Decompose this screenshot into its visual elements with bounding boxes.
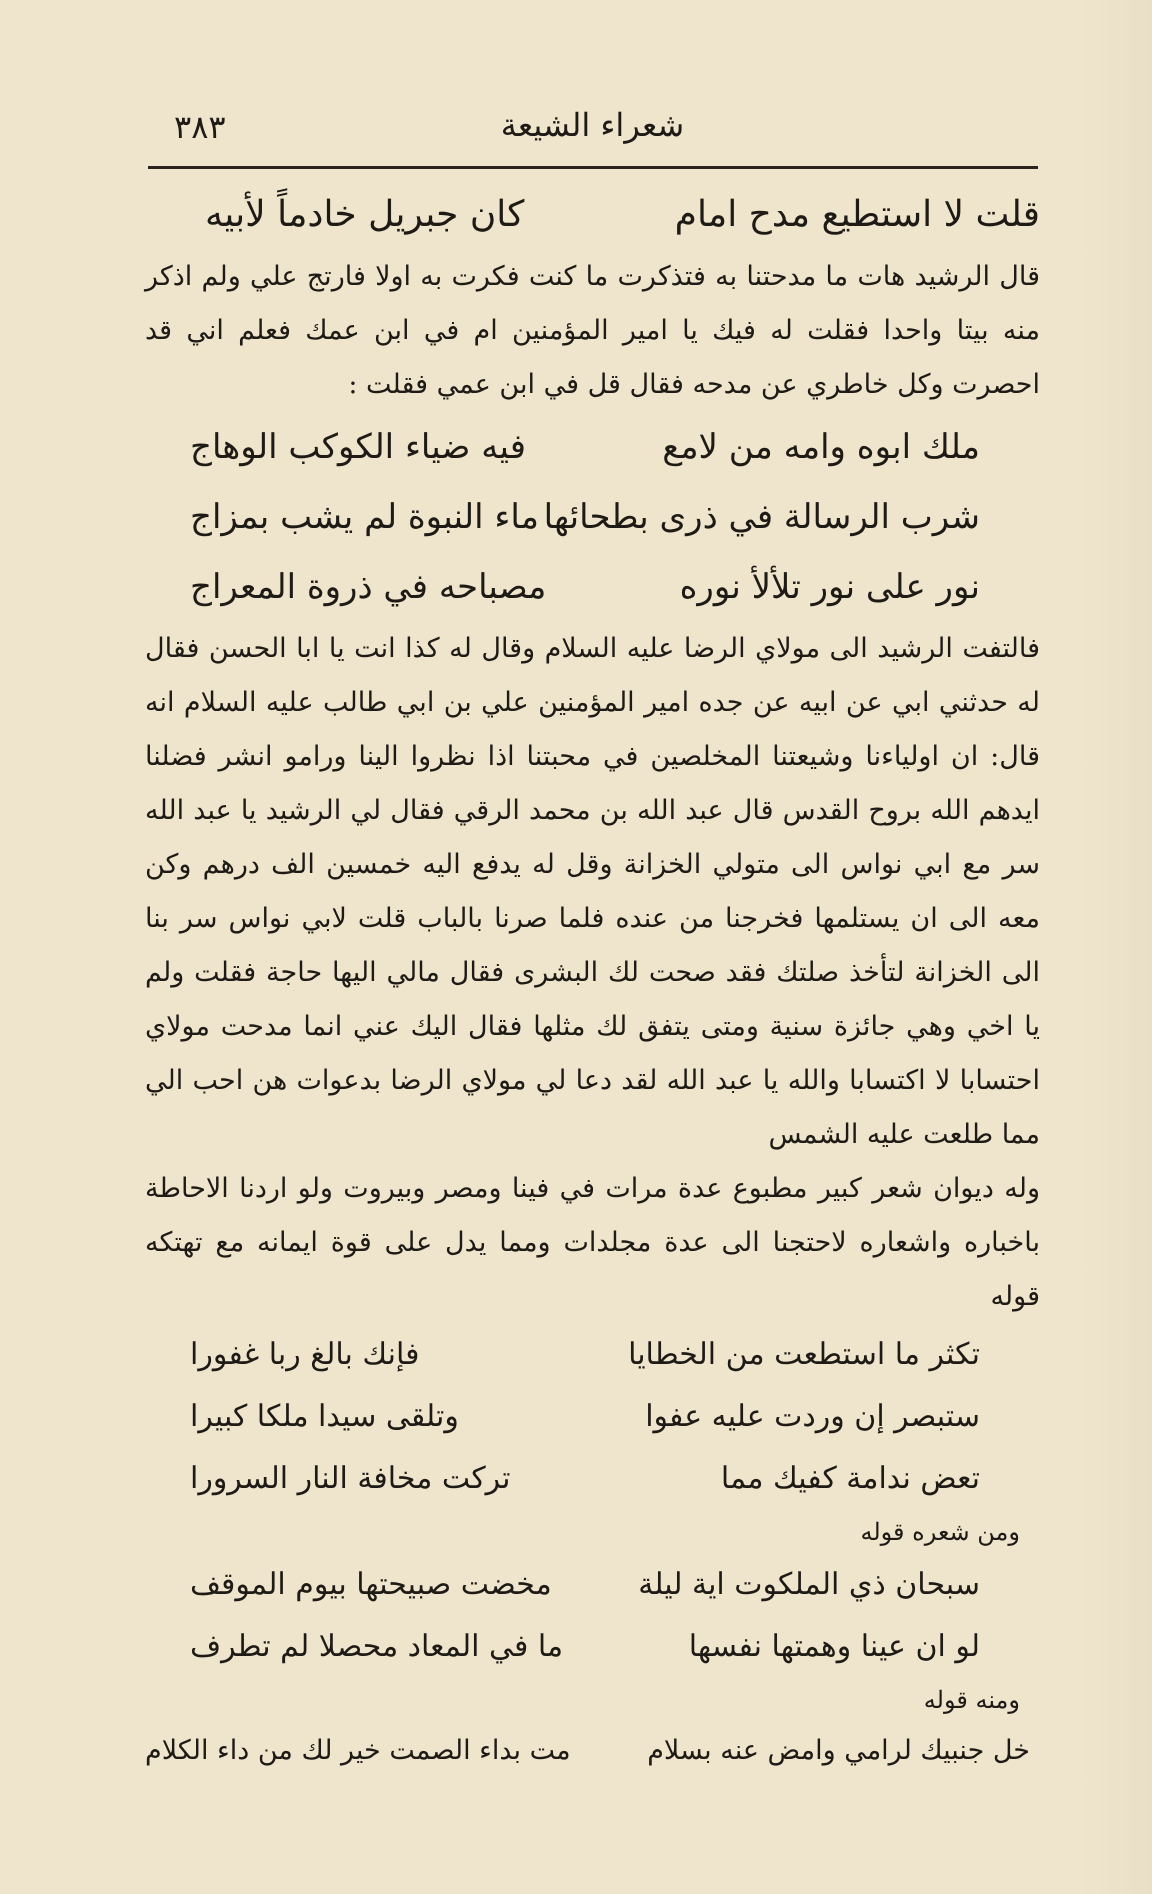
running-title: شعراء الشيعة — [500, 106, 685, 144]
hemistich-left: ما في المعاد محصلا لم تطرف — [190, 1629, 564, 1664]
poem-3 — [145, 1554, 1040, 1678]
hemistich-right: شرب الرسالة في ذرى بطحائها — [543, 497, 980, 537]
hemistich-left: وتلقى سيدا ملكا كبيرا — [190, 1399, 459, 1434]
hemistich-left: كان جبريل خادماً لأبيه — [205, 194, 525, 235]
hemistich-left: فيه ضياء الكوكب الوهاج — [190, 427, 526, 467]
header-rule — [148, 166, 1038, 169]
page-number: ٣٨٣ — [174, 108, 226, 146]
hemistich-right: لو ان عينا وهمتها نفسها — [688, 1629, 980, 1664]
verse-line — [145, 1554, 1040, 1616]
hemistich-left: فإنك بالغ ربا غفورا — [190, 1337, 420, 1372]
hemistich-right: سبحان ذي الملكوت اية ليلة — [638, 1567, 980, 1602]
paragraph-2: فالتفت الرشيد الى مولاي الرضا عليه السلام وقال له كذا انت يا ابا الحسن فقال له حدثني ابي عن ابيه عن جده امير المؤمنين علي بن ابي طالب عليه السلام انه قال: ان اولياءنا وشيعتنا المخلصين في محبتنا اذا نظروا الينا ورامو انشر فضلنا ايدهم الله بروح القدس قال عبد الله بن محمد الرقي فقال لي الرشيد يا عبد الله سر مع ابي نواس الى متولي الخزانة وقل له يدفع اليه خمسين الف درهم وكن معه الى ان يستلمها فخرجنا من عنده فلما صرنا بالباب قلت لابي نواس سر بنا الى الخزانة لتأخذ صلتك فقد صحت لك البشرى فقال مالي اليها حاجة فقلت ولم يا اخي وهي جائزة سنية ومتى يتفق لك مثلها فقال اليك عني انما مدحت مولاي احتسابا لا اكتسابا والله يا عبد الله لقد دعا لي مولاي الرضا بدعوات هن احب الي مما طلعت عليه الشمس — [145, 633, 1040, 1150]
page-header — [150, 100, 1035, 150]
hemistich-right: ملك ابوه وامه من لامع — [662, 427, 980, 467]
opening-verse — [145, 180, 1040, 250]
verse-line — [145, 552, 1040, 622]
hemistich-left: مت بداء الصمت خير لك من داء الكلام — [145, 1735, 571, 1766]
hemistich-right: تكثر ما استطعت من الخطايا — [628, 1337, 980, 1372]
poem-intro: ومنه قوله — [923, 1686, 1020, 1714]
verse-line — [145, 1448, 1040, 1510]
verse-line — [145, 482, 1040, 552]
page-body — [145, 180, 1040, 1780]
hemistich-right: تعض ندامة كفيك مما — [720, 1461, 980, 1496]
hemistich-right: ستبصر إن وردت عليه عفوا — [645, 1399, 980, 1434]
hemistich-right: قلت لا استطيع مدح امام — [674, 194, 1040, 235]
verse-line — [145, 412, 1040, 482]
verse-line — [145, 1386, 1040, 1448]
hemistich-right: نور على نور تلألأ نوره — [679, 567, 980, 607]
hemistich-left: مخضت صبيحتها بيوم الموقف — [190, 1567, 552, 1602]
poem-intro: ومن شعره قوله — [860, 1518, 1020, 1546]
hemistich-left: تركت مخافة النار السرورا — [190, 1461, 511, 1496]
hemistich-left: مصباحه في ذروة المعراج — [190, 567, 547, 607]
verse-line — [145, 1324, 1040, 1386]
hemistich-left: ماء النبوة لم يشب بمزاج — [190, 497, 539, 537]
scan-edge — [1082, 0, 1152, 1894]
paragraph-3: وله ديوان شعر كبير مطبوع عدة مرات في فينا ومصر وبيروت ولو اردنا الاحاطة باخباره واشعاره لاحتجنا الى عدة مجلدات ومما يدل على قوة ايمانه مع تهتكه قوله — [145, 1173, 1040, 1312]
paragraph-1: قال الرشيد هات ما مدحتنا به فتذكرت ما كنت فكرت به اولا فارتج علي ولم اذكر منه بيتا واحدا فقلت له فيك يا امير المؤمنين ام في ابن عمك فعلم اني قد احصرت وكل خاطري عن مدحه فقال قل في ابن عمي فقلت : — [145, 261, 1040, 400]
hemistich-right: خل جنبيك لرامي وامض عنه بسلام — [647, 1735, 1030, 1766]
poem-4 — [145, 1722, 1040, 1780]
poem-2 — [145, 1324, 1040, 1510]
verse-line — [145, 1616, 1040, 1678]
poem-1 — [145, 412, 1040, 622]
